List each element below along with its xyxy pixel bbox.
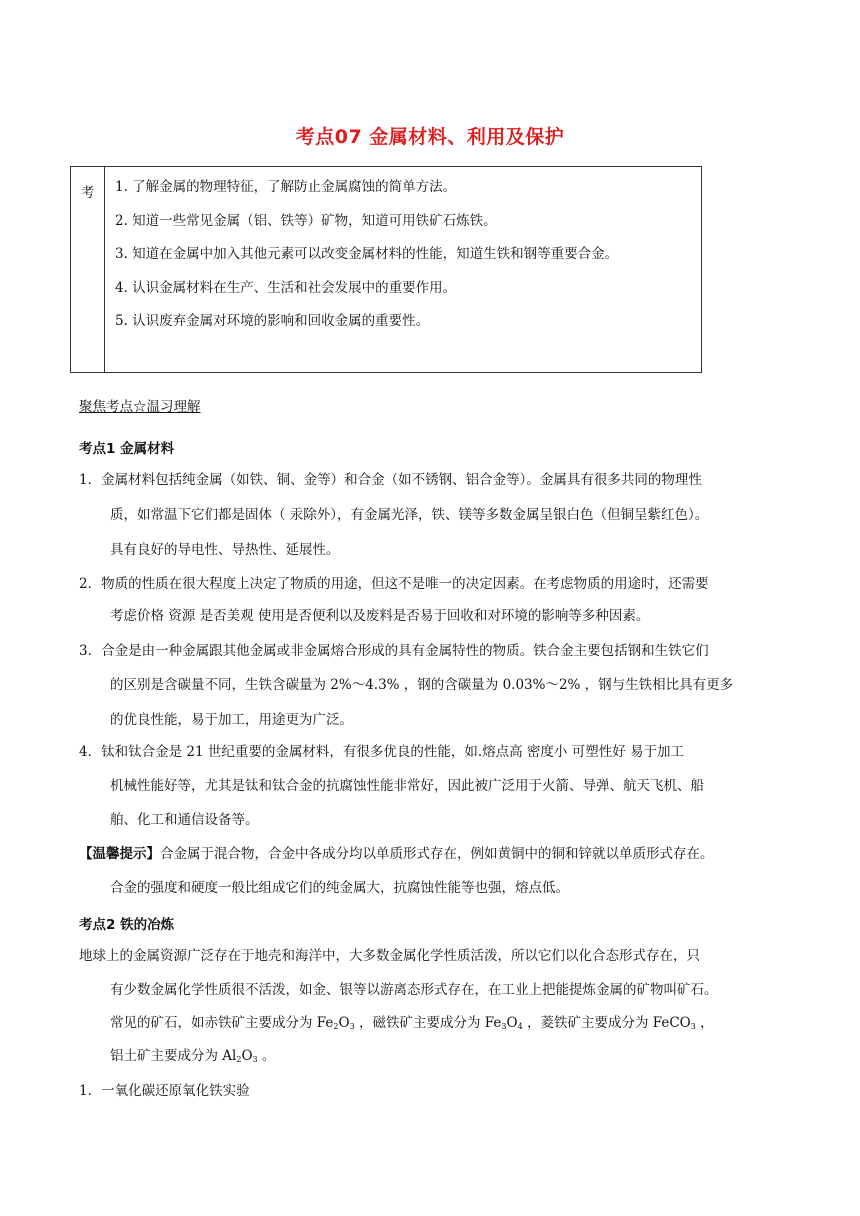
paragraph-line: 有少数金属化学性质很不活泼，如金、银等以游离态形式存在，在工业上把能提炼金属的矿物叫矿石。 bbox=[110, 982, 718, 998]
paragraph-line: 4．钛和钛合金是 21 世纪重要的金属材料，有很多优良的性能，如.熔点高 密度小 可塑性好 易于加工 bbox=[79, 744, 685, 760]
requirements-label-cell bbox=[71, 167, 105, 372]
ore-text: O bbox=[241, 1048, 253, 1064]
paragraph-line: 3．合金是由一种金属跟其他金属或非金属熔合形成的具有金属特性的物质。铁合金主要包括钢和生铁它们 bbox=[79, 643, 709, 659]
ore-text: ，菱铁矿主要成分为 FeCO bbox=[522, 1015, 691, 1031]
section-link[interactable]: 聚焦考点☆温习理解 bbox=[79, 399, 201, 415]
requirement-item: 1. 了解金属的物理特征，了解防止金属腐蚀的简单方法。 bbox=[115, 179, 457, 195]
requirement-item: 4. 认识金属材料在生产、生活和社会发展中的重要作用。 bbox=[115, 279, 457, 296]
subscript: 3 bbox=[252, 1055, 258, 1064]
point2-heading: 考点2 铁的冶炼 bbox=[79, 917, 175, 933]
ore-line bbox=[110, 1014, 714, 1036]
paragraph-line: 1．一氧化碳还原氧化铁实验 bbox=[79, 1083, 250, 1099]
tip-text: 合金属于混合物，合金中各成分均以单质形式存在，例如黄铜中的铜和锌就以单质形式存在。 bbox=[160, 846, 714, 862]
requirement-item: 5. 认识废弃金属对环境的影响和回收金属的重要性。 bbox=[115, 313, 430, 329]
ore-text: 铝土矿主要成分为 Al bbox=[110, 1048, 237, 1064]
point1-heading: 考点1 金属材料 bbox=[79, 441, 175, 457]
requirements-list bbox=[115, 177, 618, 345]
ore-text: 。 bbox=[257, 1048, 276, 1064]
subscript: 3 bbox=[349, 1022, 355, 1031]
paragraph-line: 质，如常温下它们都是固体（ 汞除外），有金属光泽，铁、镁等多数金属呈银白色（但铜呈紫红色）。 bbox=[110, 507, 709, 523]
subscript: 4 bbox=[517, 1022, 523, 1031]
subscript: 3 bbox=[501, 1022, 507, 1031]
tip-label: 【温馨提示】 bbox=[79, 846, 160, 862]
subscript: 3 bbox=[690, 1022, 696, 1031]
subscript: 2 bbox=[333, 1022, 339, 1031]
requirement-item: 2. 知道一些常见金属（铝、铁等）矿物，知道可用铁矿石炼铁。 bbox=[115, 212, 497, 229]
paragraph-line: 的区别是含碳量不同，生铁含碳量为 2%～4.3% ，钢的含碳量为 0.03%～2% ，钢与生铁相比具有更多 bbox=[110, 677, 734, 693]
ore-line bbox=[110, 1047, 275, 1069]
requirements-table bbox=[70, 166, 702, 373]
paragraph-line: 具有良好的导电性、导热性、延展性。 bbox=[110, 542, 340, 558]
paragraph-line: 1．金属材料包括纯金属（如铁、铜、金等）和合金（如不锈钢、铝合金等）。金属具有很多共同的物理性 bbox=[79, 472, 702, 488]
ore-text: O bbox=[338, 1015, 350, 1031]
paragraph-line: 地球上的金属资源广泛存在于地壳和海洋中，大多数金属化学性质活泼，所以它们以化合态形式存在，只 bbox=[79, 948, 700, 964]
ore-text: 常见的矿石，如赤铁矿主要成分为 Fe bbox=[110, 1015, 334, 1031]
requirement-item: 3. 知道在金属中加入其他元素可以改变金属材料的性能，知道生铁和钢等重要合金。 bbox=[115, 246, 619, 262]
ore-text: O bbox=[506, 1015, 518, 1031]
subscript: 2 bbox=[236, 1055, 242, 1064]
tip-line bbox=[79, 845, 714, 863]
requirements-label: 考 bbox=[81, 185, 95, 201]
ore-text: ， bbox=[695, 1015, 714, 1031]
paragraph-line: 2．物质的性质在很大程度上决定了物质的用途，但这不是唯一的决定因素。在考虑物质的用途时，还需要 bbox=[79, 576, 709, 592]
ore-text: ，磁铁矿主要成分为 Fe bbox=[354, 1015, 502, 1031]
paragraph-line: 合金的强度和硬度一般比组成它们的纯金属大，抗腐蚀性能等也强，熔点低。 bbox=[110, 880, 569, 896]
paragraph-line: 舶、化工和通信设备等。 bbox=[110, 812, 259, 828]
paragraph-line: 考虑价格 资源 是否美观 使用是否便利以及废料是否易于回收和对环境的影响等多种因素。 bbox=[110, 608, 650, 624]
paragraph-line: 的优良性能，易于加工，用途更为广泛。 bbox=[110, 712, 353, 728]
paragraph-line: 机械性能好等，尤其是钛和钛合金的抗腐蚀性能非常好，因此被广泛用于火箭、导弹、航天飞机、船 bbox=[110, 778, 704, 794]
page-title: 考点07 金属材料、利用及保护 bbox=[295, 126, 565, 148]
